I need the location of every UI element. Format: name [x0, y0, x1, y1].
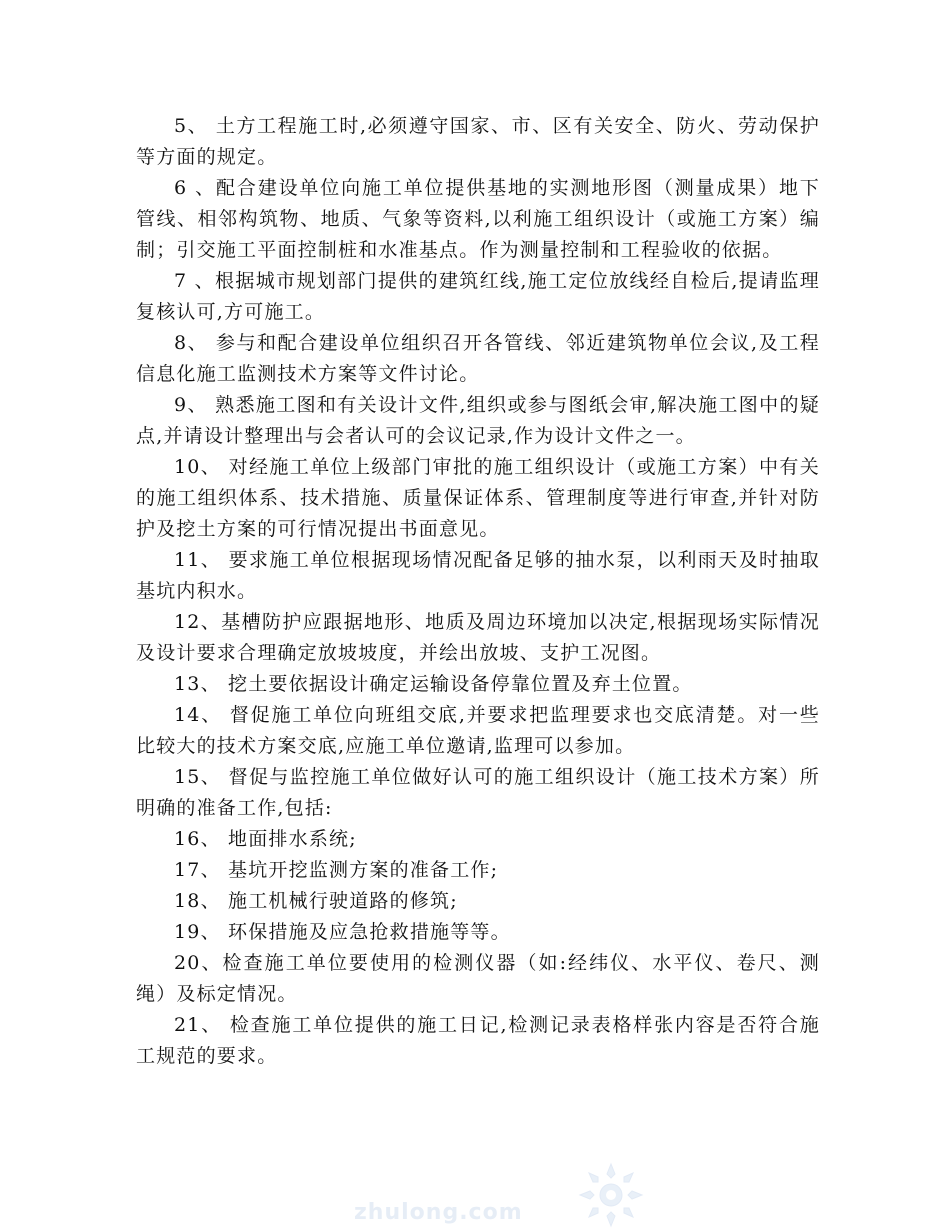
- paragraph-item-8: 8、 参与和配合建设单位组织召开各管线、邻近建筑物单位会议,及工程信息化施工监测技术方案等文件讨论。: [136, 332, 820, 385]
- paragraph-item-18: 18、 施工机械行驶道路的修筑;: [174, 890, 458, 912]
- paragraph-item-11: 11、 要求施工单位根据现场情况配备足够的抽水泵，以利雨天及时抽取基坑内积水。: [136, 549, 820, 602]
- paragraph-item-20: 20、检查施工单位要使用的检测仪器（如:经纬仪、水平仪、卷尺、测绳）及标定情况。: [136, 952, 820, 1005]
- paragraph-item-19: 19、 环保措施及应急抢救措施等等。: [174, 921, 511, 943]
- paragraph-item-7: 7 、根据城市规划部门提供的建筑红线,施工定位放线经自检后,提请监理复核认可,方可施工。: [136, 270, 820, 323]
- document-body: [136, 111, 820, 1072]
- paragraph-item-10: 10、 对经施工单位上级部门审批的施工组织设计（或施工方案）中有关的施工组织体系、技术措施、质量保证体系、管理制度等进行审查,并针对防护及挖土方案的可行情况提出书面意见。: [136, 456, 820, 540]
- paragraph-item-6: 6 、配合建设单位向施工单位提供基地的实测地形图（测量成果）地下管线、相邻构筑物、地质、气象等资料,以利施工组织设计（或施工方案）编制；引交施工平面控制桩和水准基点。作为测量控制和工程验收的依据。: [136, 177, 820, 261]
- paragraph-item-14: 14、 督促施工单位向班组交底,并要求把监理要求也交底清楚。对一些比较大的技术方案交底,应施工单位邀请,监理可以参加。: [136, 704, 820, 757]
- paragraph-item-9: 9、 熟悉施工图和有关设计文件,组织或参与图纸会审,解决施工图中的疑点,并请设计整理出与会者认可的会议记录,作为设计文件之一。: [136, 394, 820, 447]
- paragraph-item-16: 16、 地面排水系统;: [174, 828, 357, 850]
- paragraph-item-17: 17、 基坑开挖监测方案的准备工作;: [174, 859, 499, 881]
- watermark: [340, 1160, 660, 1230]
- paragraph-item-15: 15、 督促与监控施工单位做好认可的施工组织设计（施工技术方案）所明确的准备工作,包括:: [136, 766, 820, 819]
- watermark-text: zhulong.com: [354, 1200, 523, 1225]
- paragraph-item-21: 21、 检查施工单位提供的施工日记,检测记录表格样张内容是否符合施工规范的要求。: [136, 1014, 820, 1067]
- snowflake-logo-icon: [576, 1160, 646, 1230]
- paragraph-item-12: 12、基槽防护应跟据地形、地质及周边环境加以决定,根据现场实际情况及设计要求合理确定放坡坡度，并绘出放坡、支护工况图。: [136, 611, 820, 664]
- paragraph-item-5: 5、 土方工程施工时,必须遵守国家、市、区有关安全、防火、劳动保护等方面的规定。: [136, 115, 820, 168]
- paragraph-item-13: 13、 挖土要依据设计确定运输设备停靠位置及弃土位置。: [174, 673, 693, 695]
